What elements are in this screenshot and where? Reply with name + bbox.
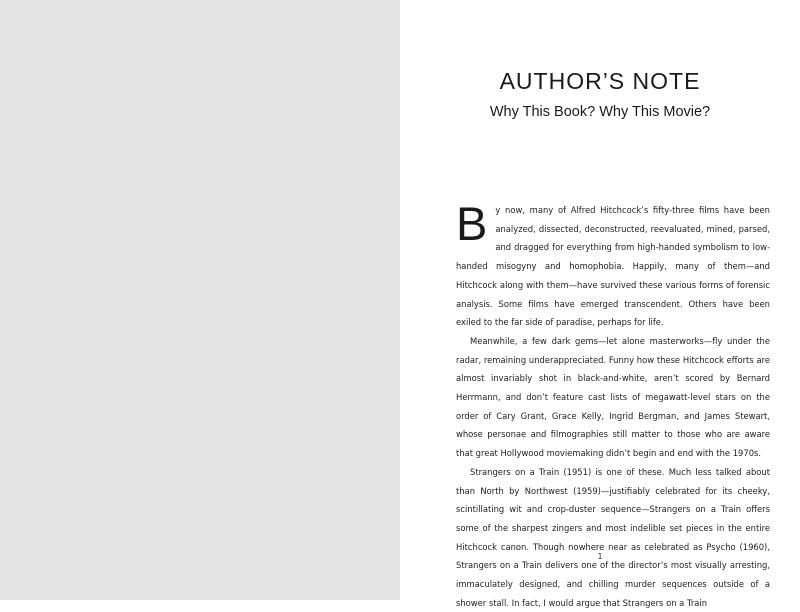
chapter-title: AUTHOR’S NOTE — [499, 68, 701, 94]
drop-cap: B — [456, 197, 488, 250]
chapter-subtitle: Why This Book? Why This Movie? — [489, 104, 711, 120]
left-page-blank — [0, 0, 400, 600]
body-text — [456, 197, 770, 612]
paragraph-1-text: y now, many of Alfred Hitchcock’s fifty-three films have been analyzed, dissected, deconstructed, reevaluated, mined, parsed, and dragged for everything from high-handed symbolism to low-handed misogyny and homophobia. Happily, many of them—and Hitchcock along with them—have survived these various forms of forensic analysis. Some films have emerged transcendent. Others have been exiled to the far side of paradise, perhaps for life. — [456, 205, 770, 328]
paragraph-2: Meanwhile, a few dark gems—let alone masterworks—fly under the radar, remaining underappreciated. Funny how these Hitchcock efforts are almost invariably shot in black-and-white, aren’t scored by Bernard Herrmann, and don’t feature cast lists of megawatt-level stars on the order of Cary Grant, Grace Kelly, Ingrid Bergman, and James Stewart, whose personae and filmographies still matter to those who are aware that great Hollywood moviemaking didn’t begin and end with the 1970s. — [456, 335, 770, 459]
page-number: 1 — [597, 552, 603, 561]
paragraph-3: Strangers on a Train (1951) is one of these. Much less talked about than North by Northwest (1959)—justifiably celebrated for its cheeky, scintillating wit and crop-duster sequence—Strangers on a Train offers some of the sharpest zingers and most indelible set pieces in the entire Hitchcock canon. Though nowhere near as celebrated as Psycho (1960), Strangers on a Train delivers one of the director’s most visually arresting, immaculately designed, and chilling murder sequences outside of a shower stall. In fact, I would argue that Strangers on a Train — [456, 466, 770, 608]
paragraph-1 — [456, 197, 770, 332]
